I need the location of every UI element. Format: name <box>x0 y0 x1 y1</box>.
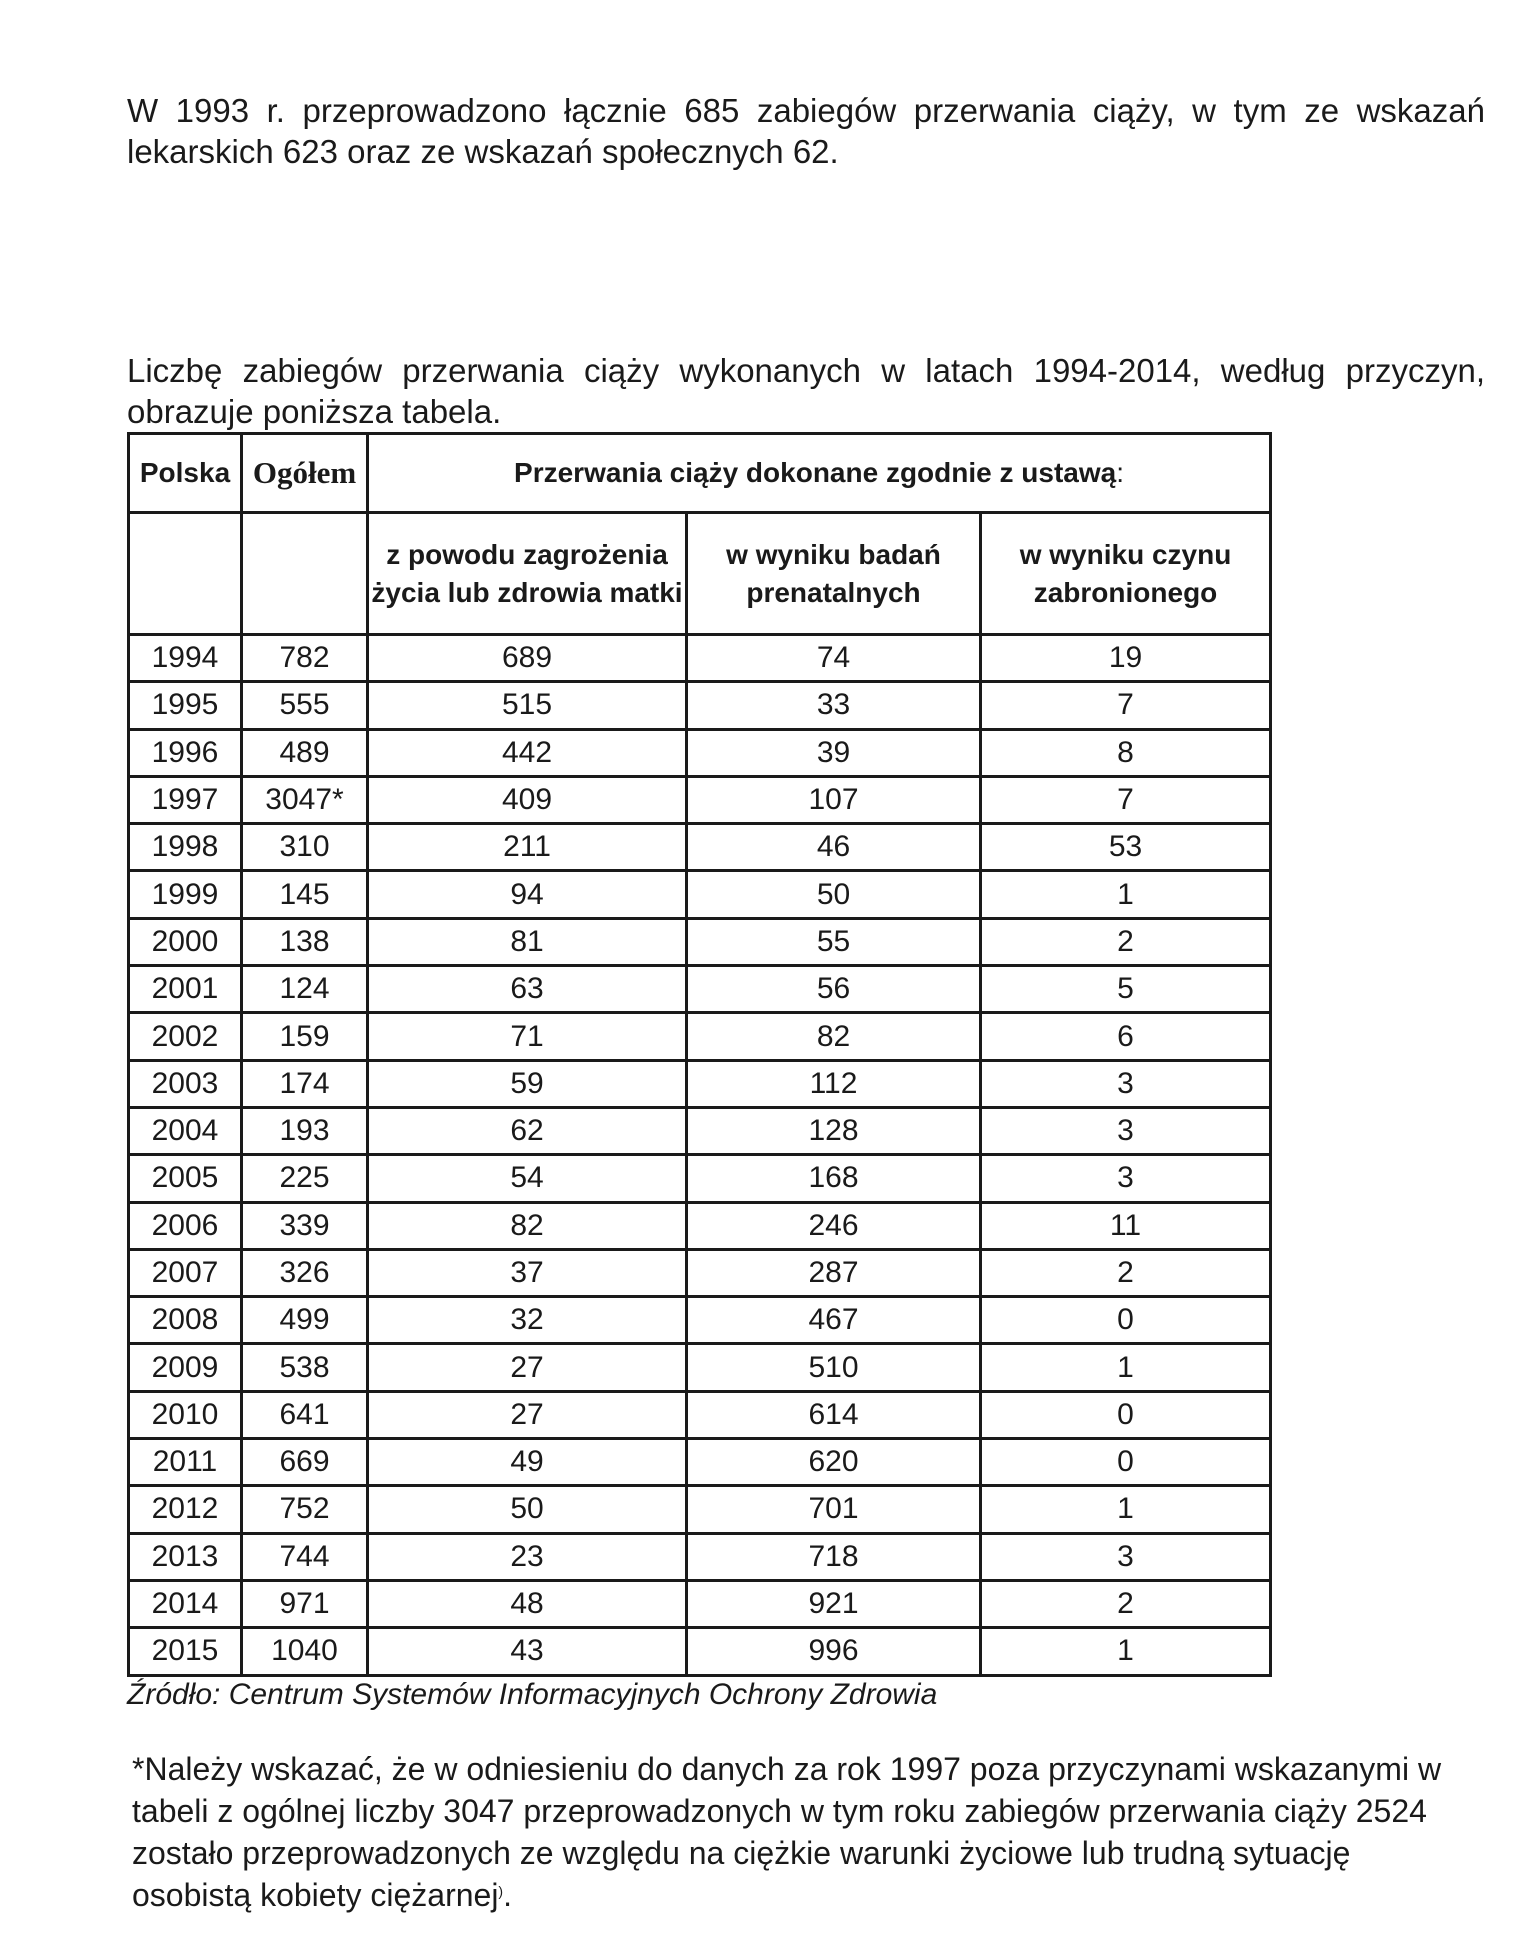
cell-year: 2009 <box>129 1344 242 1391</box>
subheader-prenatal: w wyniku badań prenatalnych <box>687 513 981 635</box>
cell-criminal-act: 3 <box>981 1107 1271 1154</box>
abortion-statistics-table <box>127 432 1272 1677</box>
cell-prenatal: 112 <box>687 1060 981 1107</box>
cell-total: 174 <box>242 1060 368 1107</box>
table-row <box>129 824 1271 871</box>
cell-year: 2001 <box>129 966 242 1013</box>
cell-criminal-act: 0 <box>981 1439 1271 1486</box>
cell-maternal-health: 59 <box>368 1060 687 1107</box>
table-row <box>129 729 1271 776</box>
cell-prenatal: 33 <box>687 682 981 729</box>
table-row <box>129 1486 1271 1533</box>
cell-maternal-health: 515 <box>368 682 687 729</box>
cell-prenatal: 287 <box>687 1249 981 1296</box>
cell-maternal-health: 27 <box>368 1344 687 1391</box>
cell-total: 3047* <box>242 776 368 823</box>
cell-prenatal: 55 <box>687 918 981 965</box>
cell-total: 339 <box>242 1202 368 1249</box>
cell-total: 744 <box>242 1533 368 1580</box>
cell-total: 538 <box>242 1344 368 1391</box>
cell-total: 499 <box>242 1297 368 1344</box>
cell-criminal-act: 8 <box>981 729 1271 776</box>
cell-maternal-health: 48 <box>368 1580 687 1627</box>
header-group <box>368 434 1271 513</box>
table-row <box>129 966 1271 1013</box>
cell-year: 1995 <box>129 682 242 729</box>
footnote-text: *Należy wskazać, że w odniesieniu do danych za rok 1997 poza przyczynami wskazanymi w tabeli z ogólnej liczby 3047 przeprowadzonych w tym roku zabiegów przerwania ciąży 2524 zostało przeprowadzonych ze względu na ciężkie warunki życiowe lub trudną sytuację osobistą kobiety ciężarnej <box>132 1751 1442 1913</box>
cell-year: 2012 <box>129 1486 242 1533</box>
cell-criminal-act: 1 <box>981 1344 1271 1391</box>
cell-year: 2015 <box>129 1628 242 1675</box>
cell-maternal-health: 94 <box>368 871 687 918</box>
cell-prenatal: 996 <box>687 1628 981 1675</box>
cell-criminal-act: 2 <box>981 1580 1271 1627</box>
cell-maternal-health: 37 <box>368 1249 687 1296</box>
cell-criminal-act: 3 <box>981 1060 1271 1107</box>
cell-prenatal: 510 <box>687 1344 981 1391</box>
cell-prenatal: 128 <box>687 1107 981 1154</box>
cell-criminal-act: 53 <box>981 824 1271 871</box>
cell-prenatal: 614 <box>687 1391 981 1438</box>
cell-criminal-act: 7 <box>981 776 1271 823</box>
cell-maternal-health: 49 <box>368 1439 687 1486</box>
cell-total: 752 <box>242 1486 368 1533</box>
header-total: Ogółem <box>242 434 368 513</box>
cell-prenatal: 246 <box>687 1202 981 1249</box>
cell-prenatal: 50 <box>687 871 981 918</box>
cell-year: 2008 <box>129 1297 242 1344</box>
cell-maternal-health: 81 <box>368 918 687 965</box>
cell-prenatal: 168 <box>687 1155 981 1202</box>
table-row <box>129 1202 1271 1249</box>
table-row <box>129 1533 1271 1580</box>
cell-maternal-health: 23 <box>368 1533 687 1580</box>
cell-maternal-health: 54 <box>368 1155 687 1202</box>
cell-total: 326 <box>242 1249 368 1296</box>
subheader-maternal-health: z powodu zagrożenia życia lub zdrowia matki <box>368 513 687 635</box>
footnote <box>132 1748 1472 1916</box>
source-note: Źródło: Centrum Systemów Informacyjnych Ochrony Zdrowia <box>127 1678 938 1711</box>
cell-maternal-health: 62 <box>368 1107 687 1154</box>
table-row <box>129 918 1271 965</box>
table-intro-paragraph: Liczbę zabiegów przerwania ciąży wykonanych w latach 1994-2014, według przyczyn, obrazuje poniższa tabela. <box>127 352 1485 430</box>
table-row <box>129 1060 1271 1107</box>
table-body <box>129 635 1271 1676</box>
table-row <box>129 1439 1271 1486</box>
cell-year: 2007 <box>129 1249 242 1296</box>
cell-maternal-health: 689 <box>368 635 687 682</box>
cell-maternal-health: 82 <box>368 1202 687 1249</box>
cell-year: 2002 <box>129 1013 242 1060</box>
cell-total: 555 <box>242 682 368 729</box>
cell-maternal-health: 43 <box>368 1628 687 1675</box>
table-row <box>129 1155 1271 1202</box>
cell-maternal-health: 211 <box>368 824 687 871</box>
cell-criminal-act: 2 <box>981 1249 1271 1296</box>
cell-year: 1999 <box>129 871 242 918</box>
cell-total: 124 <box>242 966 368 1013</box>
cell-total: 782 <box>242 635 368 682</box>
intro-paragraph-1993: W 1993 r. przeprowadzono łącznie 685 zabiegów przerwania ciąży, w tym ze wskazań lekarskich 623 oraz ze wskazań społecznych 62. <box>127 92 1485 170</box>
subheader-criminal-act: w wyniku czynu zabronionego <box>981 513 1271 635</box>
table-row <box>129 776 1271 823</box>
cell-total: 489 <box>242 729 368 776</box>
table-row <box>129 1297 1271 1344</box>
cell-prenatal: 467 <box>687 1297 981 1344</box>
table-header-row <box>129 434 1271 513</box>
cell-prenatal: 107 <box>687 776 981 823</box>
table-row <box>129 1391 1271 1438</box>
table-row <box>129 1628 1271 1675</box>
table-row <box>129 1107 1271 1154</box>
subheader-empty-total <box>242 513 368 635</box>
cell-year: 1994 <box>129 635 242 682</box>
cell-total: 225 <box>242 1155 368 1202</box>
table-row <box>129 871 1271 918</box>
cell-criminal-act: 19 <box>981 635 1271 682</box>
cell-total: 138 <box>242 918 368 965</box>
cell-prenatal: 620 <box>687 1439 981 1486</box>
cell-criminal-act: 0 <box>981 1297 1271 1344</box>
cell-total: 159 <box>242 1013 368 1060</box>
cell-total: 669 <box>242 1439 368 1486</box>
cell-total: 641 <box>242 1391 368 1438</box>
cell-total: 310 <box>242 824 368 871</box>
cell-year: 1996 <box>129 729 242 776</box>
cell-maternal-health: 63 <box>368 966 687 1013</box>
table-row <box>129 1580 1271 1627</box>
table-row <box>129 1249 1271 1296</box>
cell-year: 1998 <box>129 824 242 871</box>
cell-prenatal: 56 <box>687 966 981 1013</box>
cell-year: 2010 <box>129 1391 242 1438</box>
cell-prenatal: 701 <box>687 1486 981 1533</box>
table-row <box>129 1344 1271 1391</box>
table-row <box>129 1013 1271 1060</box>
cell-maternal-health: 32 <box>368 1297 687 1344</box>
cell-year: 2004 <box>129 1107 242 1154</box>
cell-total: 971 <box>242 1580 368 1627</box>
cell-maternal-health: 409 <box>368 776 687 823</box>
cell-year: 2006 <box>129 1202 242 1249</box>
cell-year: 2000 <box>129 918 242 965</box>
footnote-end: . <box>503 1877 512 1913</box>
cell-maternal-health: 71 <box>368 1013 687 1060</box>
cell-prenatal: 74 <box>687 635 981 682</box>
cell-criminal-act: 0 <box>981 1391 1271 1438</box>
cell-criminal-act: 3 <box>981 1533 1271 1580</box>
cell-criminal-act: 3 <box>981 1155 1271 1202</box>
cell-criminal-act: 1 <box>981 1486 1271 1533</box>
cell-total: 1040 <box>242 1628 368 1675</box>
cell-prenatal: 46 <box>687 824 981 871</box>
cell-criminal-act: 11 <box>981 1202 1271 1249</box>
cell-total: 193 <box>242 1107 368 1154</box>
footnote-marker: ) <box>498 1883 504 1899</box>
cell-maternal-health: 50 <box>368 1486 687 1533</box>
cell-maternal-health: 442 <box>368 729 687 776</box>
cell-prenatal: 39 <box>687 729 981 776</box>
table-subheader-row <box>129 513 1271 635</box>
cell-prenatal: 718 <box>687 1533 981 1580</box>
cell-maternal-health: 27 <box>368 1391 687 1438</box>
cell-criminal-act: 6 <box>981 1013 1271 1060</box>
cell-criminal-act: 7 <box>981 682 1271 729</box>
table-row <box>129 635 1271 682</box>
cell-year: 2005 <box>129 1155 242 1202</box>
cell-prenatal: 82 <box>687 1013 981 1060</box>
cell-year: 2003 <box>129 1060 242 1107</box>
table-row <box>129 682 1271 729</box>
header-country: Polska <box>129 434 242 513</box>
cell-criminal-act: 2 <box>981 918 1271 965</box>
cell-year: 2014 <box>129 1580 242 1627</box>
header-group-label: Przerwania ciąży dokonane zgodnie z ustawą <box>514 457 1117 488</box>
cell-year: 1997 <box>129 776 242 823</box>
subheader-empty-country <box>129 513 242 635</box>
cell-year: 2013 <box>129 1533 242 1580</box>
cell-total: 145 <box>242 871 368 918</box>
cell-criminal-act: 1 <box>981 1628 1271 1675</box>
cell-criminal-act: 5 <box>981 966 1271 1013</box>
cell-criminal-act: 1 <box>981 871 1271 918</box>
cell-year: 2011 <box>129 1439 242 1486</box>
header-group-colon: : <box>1116 457 1124 488</box>
cell-prenatal: 921 <box>687 1580 981 1627</box>
